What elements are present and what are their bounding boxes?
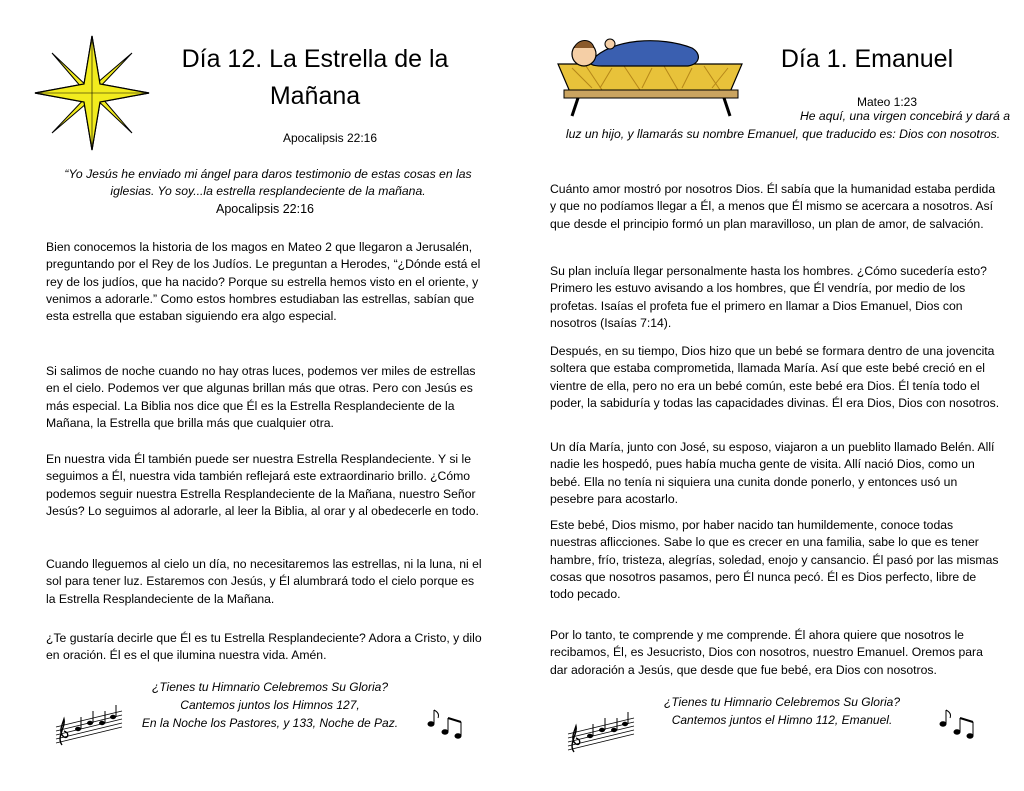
paragraph: Su plan incluía llegar personalmente hasta los hombres. ¿Cómo sucedería esto? Primero les estuvo avisando a los hombres, que Él vendría, por medio de los profetas. Isaías el profeta fue el primero en llamar a Dios Emanuel, Dios con nosotros (Isaías 7:14). bbox=[550, 264, 987, 330]
hymn-line: En la Noche los Pastores, y 133, Noche de Paz. bbox=[141, 716, 399, 730]
paragraph: Si salimos de noche cuando no hay otras luces, podemos ver miles de estrellas en el cielo. Podemos ver que algunas brillan más que otras. Pero con Jesús es más especial. La Biblia nos dice que Él es la Estrella Resplandeciente de la Mañana, la Estrella que brilla más que cualquier otra. bbox=[46, 364, 476, 430]
music-notes-icon bbox=[425, 706, 467, 742]
hymn-question: ¿Tienes tu Himnario Celebremos Su Gloria? bbox=[152, 680, 388, 694]
star-icon bbox=[33, 34, 151, 152]
right-page bbox=[512, 0, 1024, 791]
paragraph: Después, en su tiempo, Dios hizo que un bebé se formara dentro de una jovencita soltera que estaba comprometida, llamada María. Así que este bebé creció en el vientre de ella, pero no era un bebé común, este bebé era Dios. Él tenía todo el poder, la sabiduría y todas las capacidades divinas. Él era Dios, Dios con nosotros. bbox=[550, 344, 1000, 410]
music-staff-icon bbox=[562, 704, 638, 754]
scripture-reference: Apocalipsis 22:16 bbox=[282, 131, 378, 145]
hymn-line: Cantemos juntos los Himnos 127, bbox=[180, 698, 360, 712]
scripture-reference: Mateo 1:23 bbox=[856, 95, 918, 109]
paragraph: Un día María, junto con José, su esposo, viajaron a un pueblito llamado Belén. Allí nadie les hospedó, pues había mucha gente de visita. Allí nació Dios, como un bebé. Ella no tenía ni siquiera una cunita donde ponerlo, y entonces usó un pesebre para acostarlo. bbox=[550, 440, 995, 506]
page-title-left-line2: Mañana bbox=[269, 82, 361, 110]
page-title-left-line1: Día 12. La Estrella de la bbox=[181, 45, 449, 73]
music-notes-icon bbox=[937, 706, 979, 742]
quote-reference: Apocalipsis 22:16 bbox=[216, 202, 314, 216]
paragraph: ¿Te gustaría decirle que Él es tu Estrella Resplandeciente? Adora a Cristo, y dilo en oración. Él es el que ilumina nuestra vida. Amén. bbox=[46, 631, 482, 663]
paragraph: Este bebé, Dios mismo, por haber nacido tan humildemente, conoce todas nuestras aflicciones. Sabe lo que es crecer en una familia, sabe lo que es tener hambre, frío, tristeza, alegrías, soledad, enojo y cansancio. Él pasó por las mismas cosas que nosotros pasamos, pero Él nunca pecó. Él es Dios perfecto, libre de todo pecado. bbox=[550, 518, 999, 602]
page-title-right: Día 1. Emanuel bbox=[780, 45, 954, 73]
hymn-question: ¿Tienes tu Himnario Celebremos Su Gloria? bbox=[664, 695, 900, 709]
paragraph: Cuánto amor mostró por nosotros Dios. Él sabía que la humanidad estaba perdida y que no podíamos llegar a Él, a menos que Él mismo se acercara a nosotros. Así que desde el principio formó un plan maravilloso, un plan de amor, de salvación. bbox=[550, 182, 996, 231]
scripture-quote: “Yo Jesús he enviado mi ángel para daros testimonio de estas cosas en las iglesias. Yo soy...la estrella resplandeciente de la mañana. bbox=[64, 167, 472, 198]
manger-baby-icon bbox=[552, 30, 748, 120]
paragraph: En nuestra vida Él también puede ser nuestra Estrella Resplandeciente. Y si le seguimos a Él, nuestra vida también reflejará este extraordinario brillo. ¿Cómo podemos seguir nuestra Estrella Resplandeciente de la Mañana, nuestro Señor Jesús? Lo seguimos al adorarle, al leer la Biblia, al orar y al obedecerle en todo. bbox=[46, 452, 479, 518]
hymn-line: Cantemos juntos el Himno 112, Emanuel. bbox=[671, 713, 893, 727]
scripture-quote: luz un hijo, y llamarás su nombre Emanuel, que traducido es: Dios con nosotros. bbox=[565, 127, 1001, 141]
paragraph: Cuando lleguemos al cielo un día, no necesitaremos las estrellas, ni la luna, ni el sol para tener luz. Estaremos con Jesús, y Él alumbrará todo el cielo porque es la Estrella Resplandeciente de la Mañana. bbox=[46, 557, 482, 606]
scripture-quote-line1: He aquí, una virgen concebirá y dará a bbox=[799, 109, 1010, 123]
paragraph: Bien conocemos la historia de los magos en Mateo 2 que llegaron a Jerusalén, preguntando por el Rey de los Judíos. Le preguntan a Herodes, “¿Dónde está el rey de los judíos, que ha nacido? Porque su estrella hemos visto en el oriente, y venimos a adorarle.” Como estos hombres estudiaban las estrellas, sabían que esta estrella que estaban siguiendo era algo especial. bbox=[46, 240, 481, 324]
paragraph: Por lo tanto, te comprende y me comprende. Él ahora quiere que nosotros le recibamos, Él, es Jesucristo, Dios con nosotros, nuestro Emanuel. Oremos para dar adoración a Jesús, que desde que fue bebé, era Dios con nosotros. bbox=[550, 628, 983, 677]
